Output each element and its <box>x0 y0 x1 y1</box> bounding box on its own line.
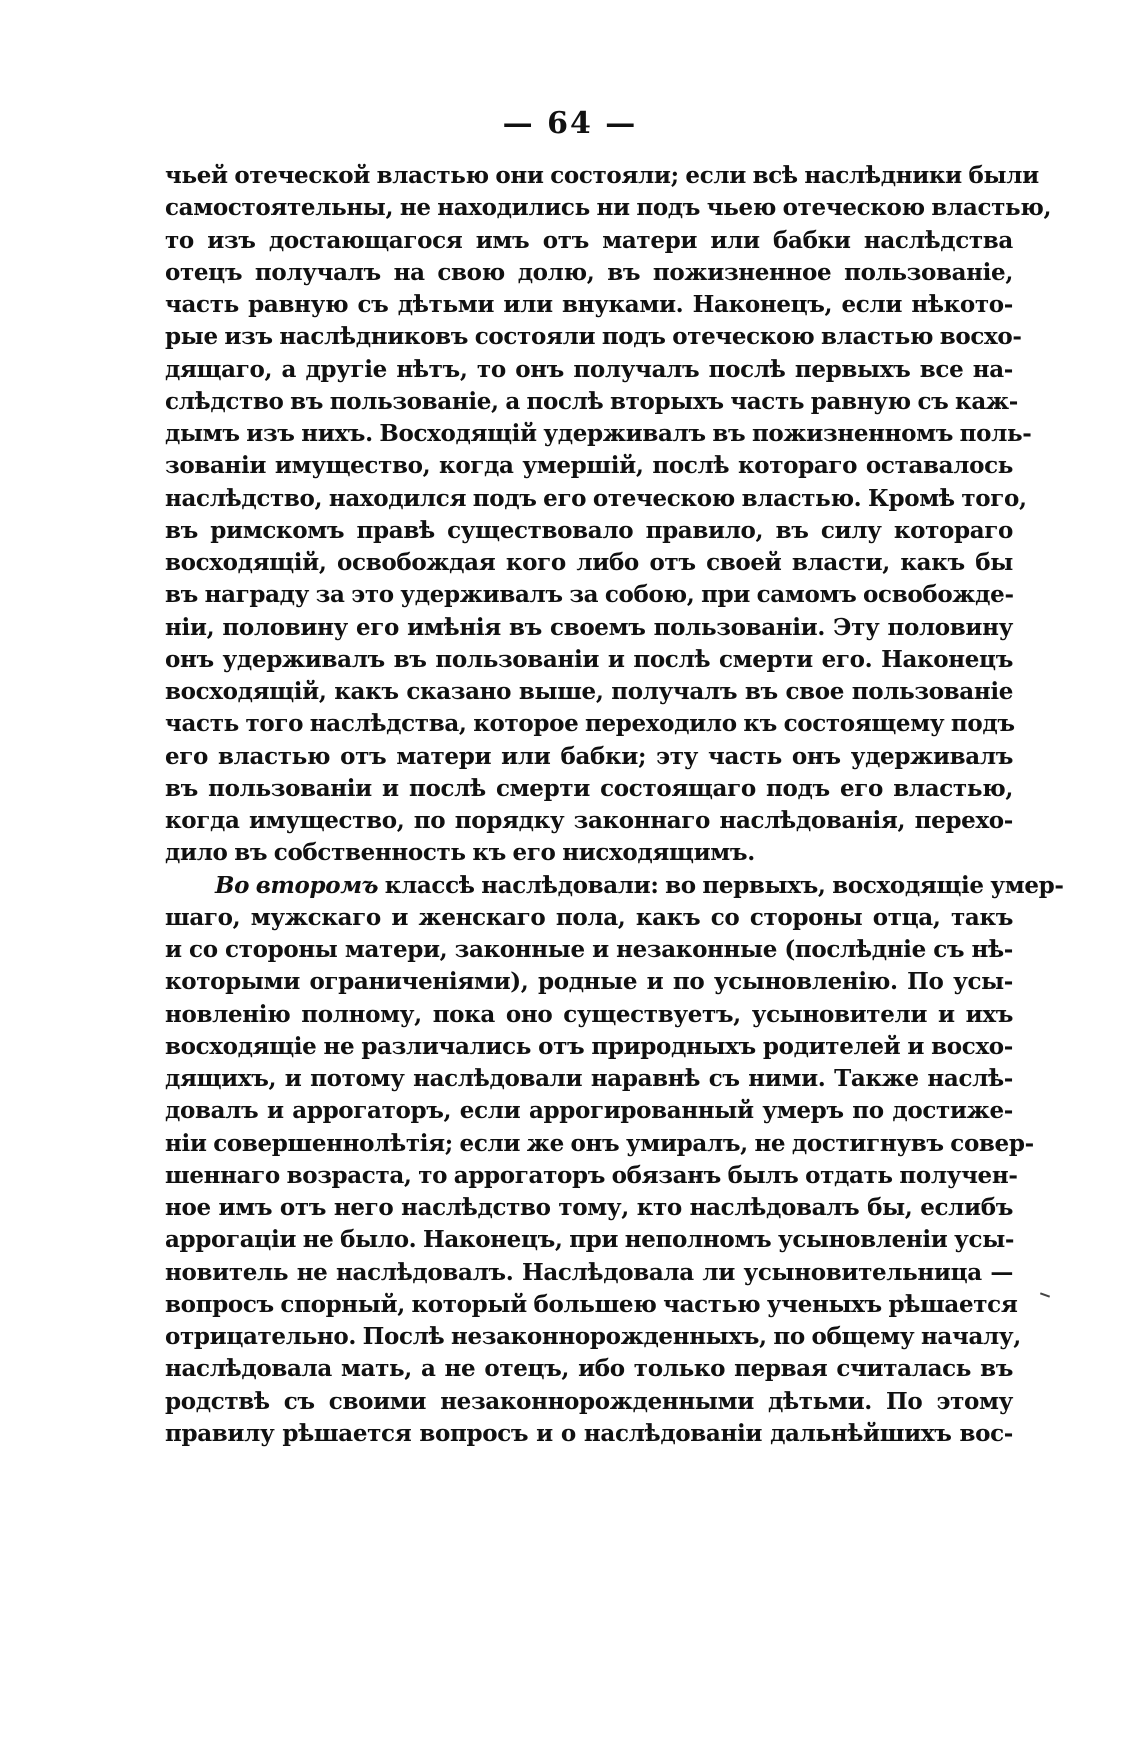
text-line: дящаго, а другіе нѣтъ, то онъ получалъ послѣ первыхъ все на- <box>165 355 1013 383</box>
text-line: новленію полному, пока оно существуетъ, усыновители и ихъ <box>165 1000 1013 1028</box>
text-line: то изъ достающагося имъ отъ матери или бабки наслѣдства <box>165 226 1013 254</box>
text-line: дило въ собственность къ его нисходящимъ. <box>165 839 755 867</box>
text-line: самостоятельны, не находились ни подъ чьею отеческою властью, <box>165 194 1052 222</box>
text-line: родствѣ съ своими незаконнорожденными дѣтьми. По этому <box>165 1387 1013 1415</box>
text-line: ніи совершеннолѣтія; если же онъ умиралъ, не достигнувъ совер- <box>165 1129 1034 1157</box>
text-line: ніи, половину его имѣнія въ своемъ пользованіи. Эту половину <box>165 613 1013 641</box>
text-line: чьей отеческой властью они состояли; если всѣ наслѣдники были <box>165 162 1039 189</box>
text-line: зованіи имущество, когда умершій, послѣ котораго оставалось <box>165 452 1013 480</box>
text-line: наслѣдовала мать, а не отецъ, ибо только первая считалась въ <box>165 1355 1013 1383</box>
paragraph-start-line <box>165 870 1064 902</box>
text-line: которыми ограниченіями), родные и по усыновленію. По усы- <box>165 968 1013 996</box>
text-line: шеннаго возраста, то аррогаторъ обязанъ былъ отдать получен- <box>165 1161 1018 1189</box>
text-line: слѣдство въ пользованіе, а послѣ вторыхъ часть равную съ каж- <box>165 387 1018 415</box>
text-line: правилу рѣшается вопросъ и о наслѣдованіи дальнѣйшихъ вос- <box>165 1419 1013 1447</box>
text-line: въ награду за это удерживалъ за собою, при самомъ освобожде- <box>165 581 1014 609</box>
text-line: рые изъ наслѣдниковъ состояли подъ отеческою властью восхо- <box>165 323 1022 351</box>
text-line: дымъ изъ нихъ. Восходящій удерживалъ въ пожизненномъ поль- <box>165 420 1032 447</box>
italic-lead: Во второмъ <box>215 871 379 899</box>
text-line: онъ удерживалъ въ пользованіи и послѣ смерти его. Наконецъ <box>165 645 1013 673</box>
text-line: часть того наслѣдства, которое переходило къ состоящему подъ <box>165 710 1015 738</box>
text-line: когда имущество, по порядку законнаго наслѣдованія, перехо- <box>165 807 1013 834</box>
text-line: отрицательно. Послѣ незаконнорожденныхъ, по общему началу, <box>165 1323 1021 1350</box>
text-line: новитель не наслѣдовалъ. Наслѣдовала ли усыновительница — <box>165 1258 1013 1286</box>
text-line: восходящіе не различались отъ природныхъ родителей и восхо- <box>165 1032 1013 1060</box>
text-line: отецъ получалъ на свою долю, въ пожизненное пользованіе, <box>165 258 1013 286</box>
text-line: ное имъ отъ него наслѣдство тому, кто наслѣдовалъ бы, еслибъ <box>165 1194 1013 1221</box>
text-line: шаго, мужскаго и женскаго пола, какъ со стороны отца, такъ <box>165 903 1013 931</box>
text-line: часть равную съ дѣтьми или внуками. Наконецъ, если нѣкото- <box>165 291 1013 318</box>
text-run: классѣ наслѣдовали: во первыхъ, восходящіе умер- <box>378 871 1064 899</box>
text-line: его властью отъ матери или бабки; эту часть онъ удерживалъ <box>165 742 1013 770</box>
page-number: — 64 — <box>502 106 638 141</box>
text-line: и со стороны матери, законные и незаконные (послѣдніе съ нѣ- <box>165 936 1013 963</box>
body-text <box>165 160 1064 1450</box>
text-line: восходящій, освобождая кого либо отъ своей власти, какъ бы <box>165 549 1013 576</box>
text-line: дящихъ, и потому наслѣдовали наравнѣ съ ними. Также наслѣ- <box>165 1065 1013 1092</box>
text-line: довалъ и аррогаторъ, если аррогированный умеръ по достиже- <box>165 1097 1013 1125</box>
text-line: наслѣдство, находился подъ его отеческою властью. Кромѣ того, <box>165 484 1027 512</box>
text-line: въ пользованіи и послѣ смерти состоящаго подъ его властью, <box>165 774 1013 802</box>
scan-artifact-mark <box>1040 1292 1050 1297</box>
text-line: аррогаціи не было. Наконецъ, при неполномъ усыновленіи усы- <box>165 1226 1015 1254</box>
text-line: восходящій, какъ сказано выше, получалъ въ свое пользованіе <box>165 678 1013 705</box>
text-line: въ римскомъ правѣ существовало правило, въ силу котораго <box>165 516 1013 544</box>
text-line: вопросъ спорный, который большею частью ученыхъ рѣшается <box>165 1290 1018 1318</box>
